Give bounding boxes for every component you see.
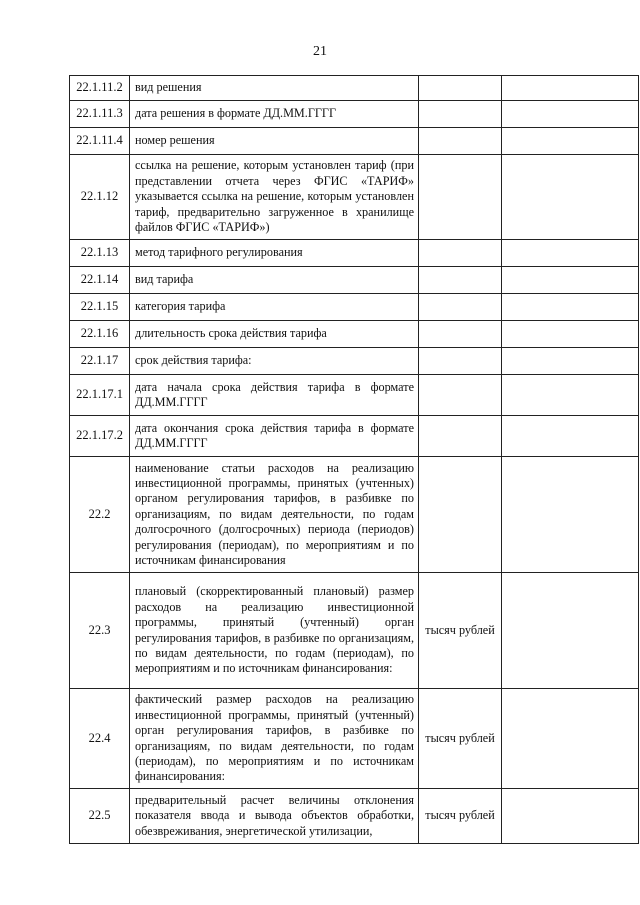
table-row bbox=[70, 348, 639, 375]
page-number: 21 bbox=[313, 44, 327, 59]
row-number: 22.1.13 bbox=[70, 240, 130, 267]
table-row bbox=[70, 375, 639, 416]
row-number: 22.4 bbox=[70, 689, 130, 789]
row-unit bbox=[419, 267, 502, 294]
row-number: 22.1.15 bbox=[70, 294, 130, 321]
row-unit bbox=[419, 240, 502, 267]
row-extra-cell bbox=[502, 416, 639, 457]
row-extra-cell bbox=[502, 267, 639, 294]
row-unit bbox=[419, 321, 502, 348]
row-description: фактический размер расходов на реализацию инвестиционной программы, принятый (учтенный) орган регулирования тарифов, в разбивке по организациям, по видам деятельности, по годам (периодам), по мероприятиям и по источникам финансирования: bbox=[130, 689, 419, 789]
row-description: дата решения в формате ДД.ММ.ГГГГ bbox=[130, 101, 419, 128]
row-unit: тысяч рублей bbox=[419, 689, 502, 789]
row-number: 22.1.11.2 bbox=[70, 76, 130, 101]
row-unit bbox=[419, 375, 502, 416]
row-number: 22.1.17.1 bbox=[70, 375, 130, 416]
row-extra-cell bbox=[502, 294, 639, 321]
table-row bbox=[70, 240, 639, 267]
row-description: номер решения bbox=[130, 128, 419, 155]
row-description: категория тарифа bbox=[130, 294, 419, 321]
table-row bbox=[70, 321, 639, 348]
table-row bbox=[70, 267, 639, 294]
row-unit bbox=[419, 457, 502, 573]
row-number: 22.3 bbox=[70, 573, 130, 689]
row-unit bbox=[419, 294, 502, 321]
table-row bbox=[70, 294, 639, 321]
table-row bbox=[70, 128, 639, 155]
row-description: наименование статьи расходов на реализацию инвестиционной программы, принятых (учтенных) органом регулирования тарифов, в разбивке по организациям, по видам деятельности, по годам долгосрочного (долгосрочных) периода (периодов) регулирования (периодам), по мероприятиям и по источникам финансирования bbox=[130, 457, 419, 573]
row-unit bbox=[419, 101, 502, 128]
row-description: дата окончания срока действия тарифа в формате ДД.ММ.ГГГГ bbox=[130, 416, 419, 457]
row-number: 22.1.11.4 bbox=[70, 128, 130, 155]
row-extra-cell bbox=[502, 573, 639, 689]
row-extra-cell bbox=[502, 76, 639, 101]
row-number: 22.1.16 bbox=[70, 321, 130, 348]
row-extra-cell bbox=[502, 348, 639, 375]
row-description: вид решения bbox=[130, 76, 419, 101]
row-description: длительность срока действия тарифа bbox=[130, 321, 419, 348]
row-extra-cell bbox=[502, 240, 639, 267]
row-extra-cell bbox=[502, 101, 639, 128]
row-description: плановый (скорректированный плановый) размер расходов на реализацию инвестиционной программы, принятый (учтенный) орган регулирования тарифов, в разбивке по организациям, по видам деятельности, по годам (периодам), по мероприятиям и по источникам финансирования: bbox=[130, 573, 419, 689]
row-unit bbox=[419, 128, 502, 155]
row-description: предварительный расчет величины отклонения показателя ввода и вывода объектов обработки, обезвреживания, энергетической утилизации, bbox=[130, 789, 419, 844]
table-row bbox=[70, 101, 639, 128]
row-extra-cell bbox=[502, 375, 639, 416]
table-row bbox=[70, 789, 639, 844]
table-row bbox=[70, 573, 639, 689]
row-extra-cell bbox=[502, 689, 639, 789]
table-row bbox=[70, 457, 639, 573]
row-number: 22.5 bbox=[70, 789, 130, 844]
table-row bbox=[70, 76, 639, 101]
row-unit bbox=[419, 76, 502, 101]
row-extra-cell bbox=[502, 457, 639, 573]
indicators-table bbox=[69, 75, 639, 844]
table-row bbox=[70, 155, 639, 240]
table-row bbox=[70, 416, 639, 457]
row-extra-cell bbox=[502, 155, 639, 240]
row-unit: тысяч рублей bbox=[419, 789, 502, 844]
row-description: вид тарифа bbox=[130, 267, 419, 294]
row-unit bbox=[419, 348, 502, 375]
row-number: 22.1.17.2 bbox=[70, 416, 130, 457]
row-number: 22.1.11.3 bbox=[70, 101, 130, 128]
row-number: 22.2 bbox=[70, 457, 130, 573]
row-description: ссылка на решение, которым установлен тариф (при представлении отчета через ФГИС «ТАРИФ» указывается ссылка на решение, которым установлен тариф, предварительно загруженное в хранилище файлов ФГИС «ТАРИФ») bbox=[130, 155, 419, 240]
row-extra-cell bbox=[502, 128, 639, 155]
row-unit bbox=[419, 416, 502, 457]
row-extra-cell bbox=[502, 789, 639, 844]
row-description: метод тарифного регулирования bbox=[130, 240, 419, 267]
row-extra-cell bbox=[502, 321, 639, 348]
row-number: 22.1.14 bbox=[70, 267, 130, 294]
row-number: 22.1.12 bbox=[70, 155, 130, 240]
row-unit: тысяч рублей bbox=[419, 573, 502, 689]
row-description: срок действия тарифа: bbox=[130, 348, 419, 375]
row-number: 22.1.17 bbox=[70, 348, 130, 375]
row-description: дата начала срока действия тарифа в формате ДД.ММ.ГГГГ bbox=[130, 375, 419, 416]
table-row bbox=[70, 689, 639, 789]
row-unit bbox=[419, 155, 502, 240]
